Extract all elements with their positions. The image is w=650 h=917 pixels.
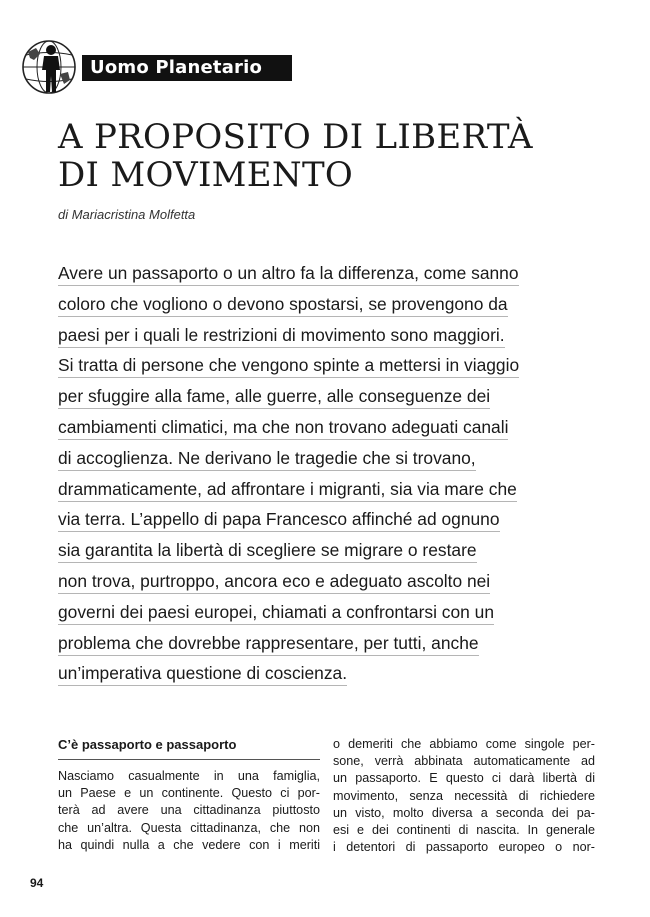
lead-paragraph: [58, 258, 578, 689]
lead-line: drammaticamente, ad affrontare i migranti, sia via mare che: [58, 474, 578, 505]
body-line: sone, verrà abbinata automaticamente ad: [333, 754, 595, 769]
title-line: DI MOVIMENTO: [58, 155, 354, 195]
lead-line: di accoglienza. Ne derivano le tragedie che si trovano,: [58, 443, 578, 474]
title-line: A PROPOSITO DI LIBERTÀ: [58, 117, 533, 157]
body-line: movimento, senza necessità di richiedere: [333, 788, 595, 803]
rubric-header: [20, 38, 290, 96]
lead-line: governi dei paesi europei, chiamati a confrontarsi con un: [58, 597, 578, 628]
page-number: 94: [30, 876, 44, 890]
lead-line: problema che dovrebbe rappresentare, per tutti, anche: [58, 628, 578, 659]
lead-line: Si tratta di persone che vengono spinte a mettersi in viaggio: [58, 350, 578, 381]
article-title: [58, 118, 598, 194]
lead-line: paesi per i quali le restrizioni di movimento sono maggiori.: [58, 320, 578, 351]
body-line: Nasciamo casualmente in una famiglia,: [58, 769, 320, 783]
body-line: i detentori di passaporto europeo o nor-: [333, 840, 595, 855]
section-heading: C’è passaporto e passaporto: [58, 736, 320, 760]
rubric-label: Uomo Planetario: [82, 55, 292, 81]
body-column-right: [333, 736, 595, 856]
body-line: terà ad avere una cittadinanza piuttosto: [58, 803, 320, 818]
lead-line: cambiamenti climatici, ma che non trovano adeguati canali: [58, 412, 578, 443]
body-line: un visto, molto diversa a seconda dei pa-: [333, 805, 595, 820]
body-line: che un’altra. Questa cittadinanza, che non: [58, 820, 320, 835]
body-line: esi e dei continenti di nascita. In generale: [333, 823, 595, 838]
lead-line: via terra. L’appello di papa Francesco affinché ad ognuno: [58, 504, 578, 535]
lead-line: Avere un passaporto o un altro fa la differenza, come sanno: [58, 258, 578, 289]
lead-line: non trova, purtroppo, ancora eco e adeguato ascolto nei: [58, 566, 578, 597]
lead-line: coloro che vogliono o devono spostarsi, se provengono da: [58, 289, 578, 320]
byline: di Mariacristina Molfetta: [58, 207, 196, 222]
body-line: o demeriti che abbiamo come singole per-: [333, 737, 595, 751]
lead-line: per sfuggire alla fame, alle guerre, alle conseguenze dei: [58, 381, 578, 412]
body-line: un passaporto. E questo ci darà libertà di: [333, 771, 595, 786]
body-column-left: [58, 736, 320, 854]
body-line: un Paese e un continente. Questo ci por-: [58, 786, 320, 801]
body-line: ha quindi nulla a che vedere con i meriti: [58, 837, 320, 852]
lead-line: sia garantita la libertà di scegliere se migrare o restare: [58, 535, 578, 566]
globe-person-icon: [20, 38, 78, 96]
lead-line: un’imperativa questione di coscienza.: [58, 658, 578, 689]
